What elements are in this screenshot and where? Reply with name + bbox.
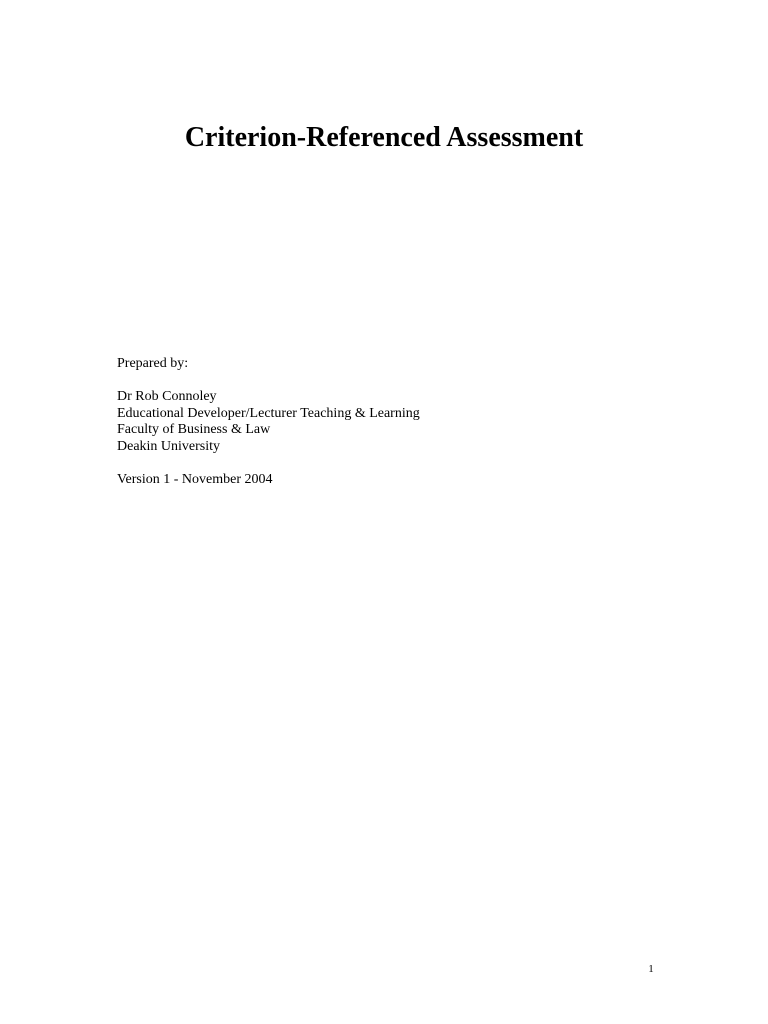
page-number: 1	[648, 963, 654, 975]
author-name: Dr Rob Connoley	[117, 389, 217, 404]
institution-name: Deakin University	[117, 438, 221, 454]
document-title: Criterion-Referenced Assessment	[184, 122, 584, 153]
faculty-name: Faculty of Business & Law	[117, 422, 271, 437]
spacer	[117, 373, 677, 390]
author-role: Educational Developer/Lecturer Teaching & Learning	[117, 405, 420, 421]
version-line: Version 1 - November 2004	[117, 471, 273, 487]
spacer	[117, 455, 677, 472]
prepared-by-label: Prepared by:	[117, 356, 189, 371]
prepared-by-block	[117, 356, 677, 488]
